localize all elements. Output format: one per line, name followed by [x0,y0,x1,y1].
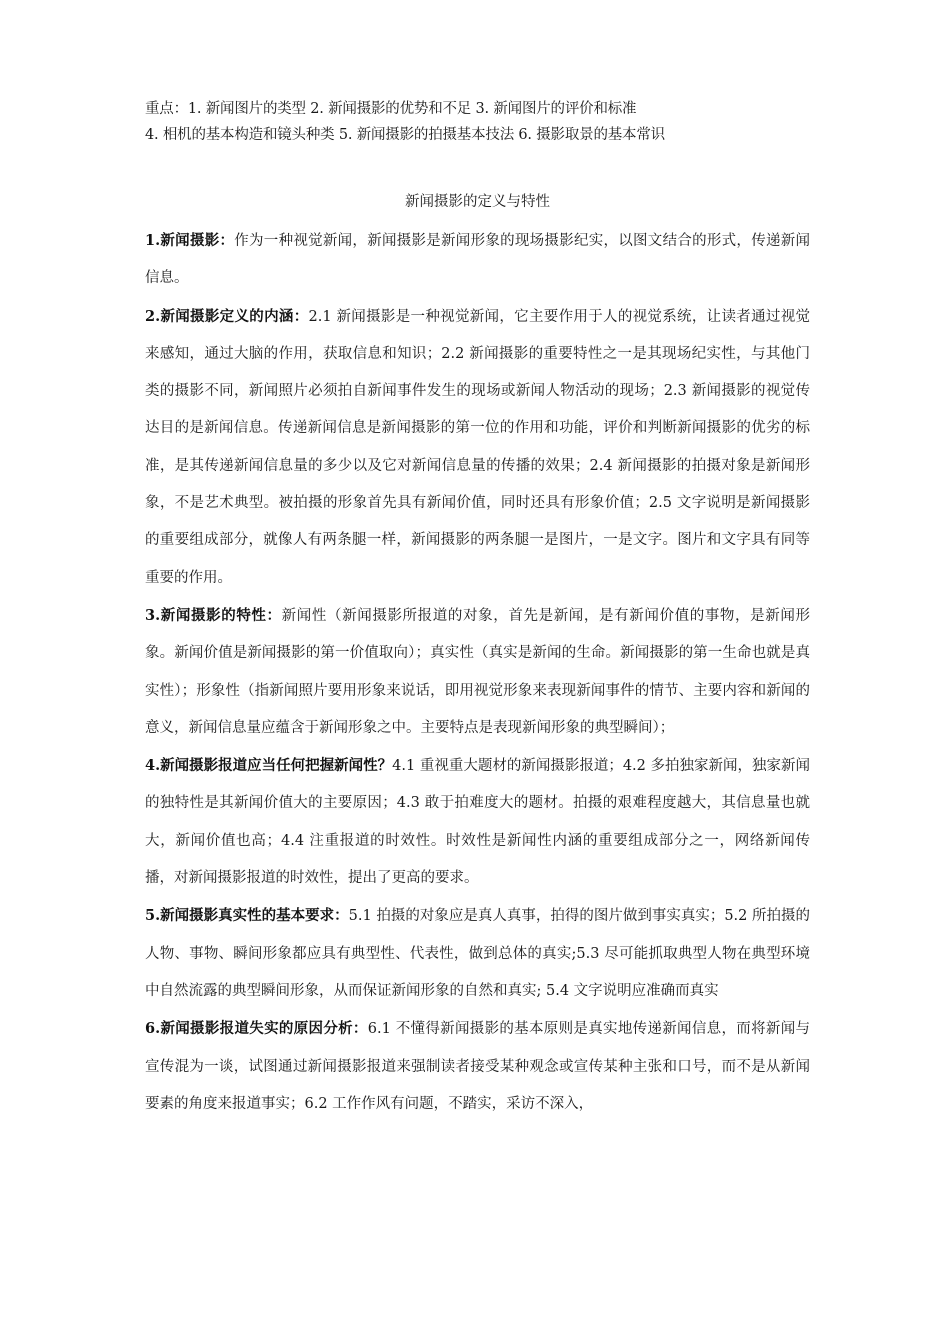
paragraph-body: 4.1 重视重大题材的新闻摄影报道；4.2 多拍独家新闻，独家新闻的独特性是其新闻价值大的主要原因；4.3 敢于拍难度大的题材。拍摄的艰难程度越大，其信息量也就大，新闻价值也高；4.4 注重报道的时效性。时效性是新闻性内涵的重要组成部分之一，网络新闻传播，对新闻摄影报道的时效性，提出了更高的要求。 [145,758,811,887]
paragraph-inaccuracy-causes [145,1010,810,1118]
section-title: 新闻摄影的定义与特性 [405,194,550,210]
paragraph-body: 5.1 拍摄的对象应是真人真事，拍得的图片做到事实真实；5.2 所拍摄的人物、事物、瞬间形象都应具有典型性、代表性，做到总体的真实;5.3 尽可能抓取典型人物在典型环境中自然流露的典型瞬间形象，从而保证新闻形象的自然和真实; 5.4 文字说明应准确而真实 [145,908,811,999]
document-page [145,96,810,1118]
paragraph-newsworthiness [145,747,810,897]
paragraph-definition [145,222,810,298]
paragraph-characteristics [145,597,810,747]
focus-line-1: 重点：1. 新闻图片的类型 2. 新闻摄影的优势和不足 3. 新闻图片的评价和标准 [145,101,637,117]
paragraph-heading: 6.新闻摄影报道失实的原因分析： [145,1020,368,1038]
paragraph-body: 2.1 新闻摄影是一种视觉新闻，它主要作用于人的视觉系统，让读者通过视觉来感知，通过大脑的作用，获取信息和知识；2.2 新闻摄影的重要特性之一是其现场纪实性，与其他门类的摄影不同，新闻照片必须拍自新闻事件发生的现场或新闻人物活动的现场；2.3 新闻摄影的视觉传达目的是新闻信息。传递新闻信息是新闻摄影的第一位的作用和功能，评价和判断新闻摄影的优劣的标准，是其传递新闻信息量的多少以及它对新闻信息量的传播的效果；2.4 新闻摄影的拍摄对象是新闻形象，不是艺术典型。被拍摄的形象首先具有新闻价值，同时还具有形象价值；2.5 文字说明是新闻摄影的重要组成部分，就像人有两条腿一样，新闻摄影的两条腿一是图片，一是文字。图片和文字具有同等重要的作用。 [145,308,810,586]
paragraph-authenticity [145,897,810,1010]
paragraph-definition-meaning [145,298,810,597]
paragraph-body: 新闻性（新闻摄影所报道的对象，首先是新闻，是有新闻价值的事物，是新闻形象。新闻价值是新闻摄影的第一价值取向）；真实性（真实是新闻的生命。新闻摄影的第一生命也就是真实性）；形象性（指新闻照片要用形象来说话，即用视觉形象来表现新闻事件的情节、主要内容和新闻的意义，新闻信息量应蕴含于新闻形象之中。主要特点是表现新闻形象的典型瞬间）； [145,607,810,736]
paragraph-heading: 2.新闻摄影定义的内涵： [145,307,309,325]
focus-line-2: 4. 相机的基本构造和镜头种类 5. 新闻摄影的拍摄基本技法 6. 摄影取景的基本常识 [145,127,665,143]
paragraph-heading: 3.新闻摄影的特性： [145,606,282,624]
paragraph-heading: 4.新闻摄影报道应当任何把握新闻性？ [145,757,393,775]
paragraph-body: 作为一种视觉新闻，新闻摄影是新闻形象的现场摄影纪实，以图文结合的形式，传递新闻信息。 [145,233,811,287]
paragraph-heading: 1.新闻摄影： [145,232,235,249]
paragraph-heading: 5.新闻摄影真实性的基本要求： [145,907,349,925]
paragraph-body: 6.1 不懂得新闻摄影的基本原则是真实地传递新闻信息，而将新闻与宣传混为一谈，试图通过新闻摄影报道来强制读者接受某种观念或宣传某种主张和口号，而不是从新闻要素的角度来报道事实；6.2 工作作风有问题，不踏实，采访不深入， [145,1021,810,1112]
